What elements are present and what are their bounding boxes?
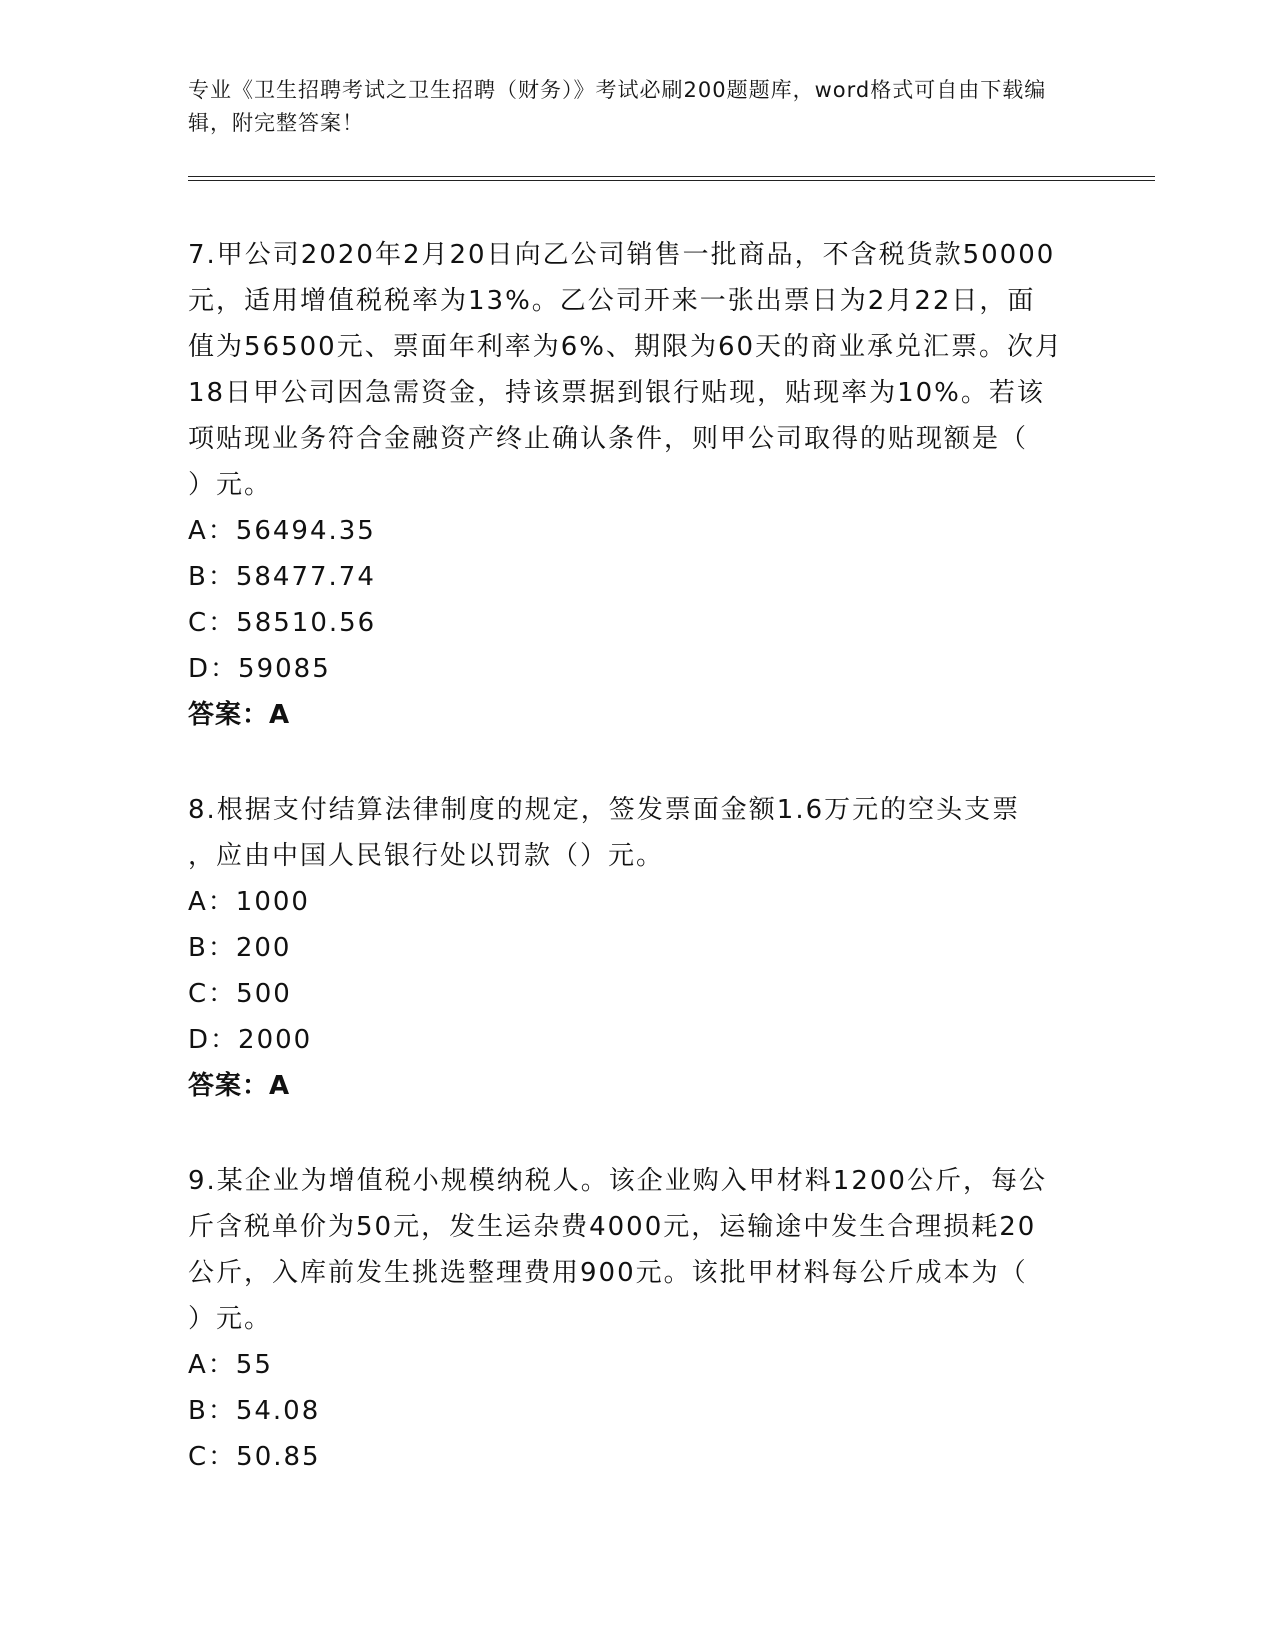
option-b: B：200 [188, 933, 292, 963]
question-list [188, 232, 1088, 1529]
question-7 [188, 232, 1088, 738]
option-b: B：58477.74 [188, 562, 376, 592]
option-a: A：56494.35 [188, 516, 376, 546]
answer: 答案：A [188, 700, 291, 730]
question-stem: 8.根据支付结算法律制度的规定，签发票面金额1.6万元的空头支票 ，应由中国人民银行处以罚款（）元。 [188, 795, 1021, 871]
option-a: A：55 [188, 1350, 273, 1380]
answer: 答案：A [188, 1071, 291, 1101]
question-9 [188, 1158, 1088, 1480]
option-c: C：500 [188, 979, 292, 1009]
header-text: 专业《卫生招聘考试之卫生招聘（财务）》考试必刷200题题库，word格式可自由下载编辑，附完整答案！ [188, 78, 1047, 135]
question-8 [188, 787, 1088, 1109]
option-b: B：54.08 [188, 1396, 321, 1426]
document-header [188, 74, 1088, 140]
question-stem: 9.某企业为增值税小规模纳税人。该企业购入甲材料1200公斤，每公 斤含税单价为50元，发生运杂费4000元，运输途中发生合理损耗20 公斤，入库前发生挑选整理费用900元。该批甲材料每公斤成本为（ ）元。 [188, 1166, 1047, 1334]
option-c: C：50.85 [188, 1442, 321, 1472]
option-d: D：59085 [188, 654, 331, 684]
option-a: A：1000 [188, 887, 310, 917]
header-divider [188, 176, 1155, 181]
option-c: C：58510.56 [188, 608, 377, 638]
option-d: D：2000 [188, 1025, 313, 1055]
question-stem: 7.甲公司2020年2月20日向乙公司销售一批商品，不含税货款50000 元，适用增值税税率为13%。乙公司开来一张出票日为2月22日，面 值为56500元、票面年利率为6%、期限为60天的商业承兑汇票。次月 18日甲公司因急需资金，持该票据到银行贴现，贴现率为10%。若该 项贴现业务符合金融资产终止确认条件，则甲公司取得的贴现额是（ ）元。 [188, 240, 1064, 500]
